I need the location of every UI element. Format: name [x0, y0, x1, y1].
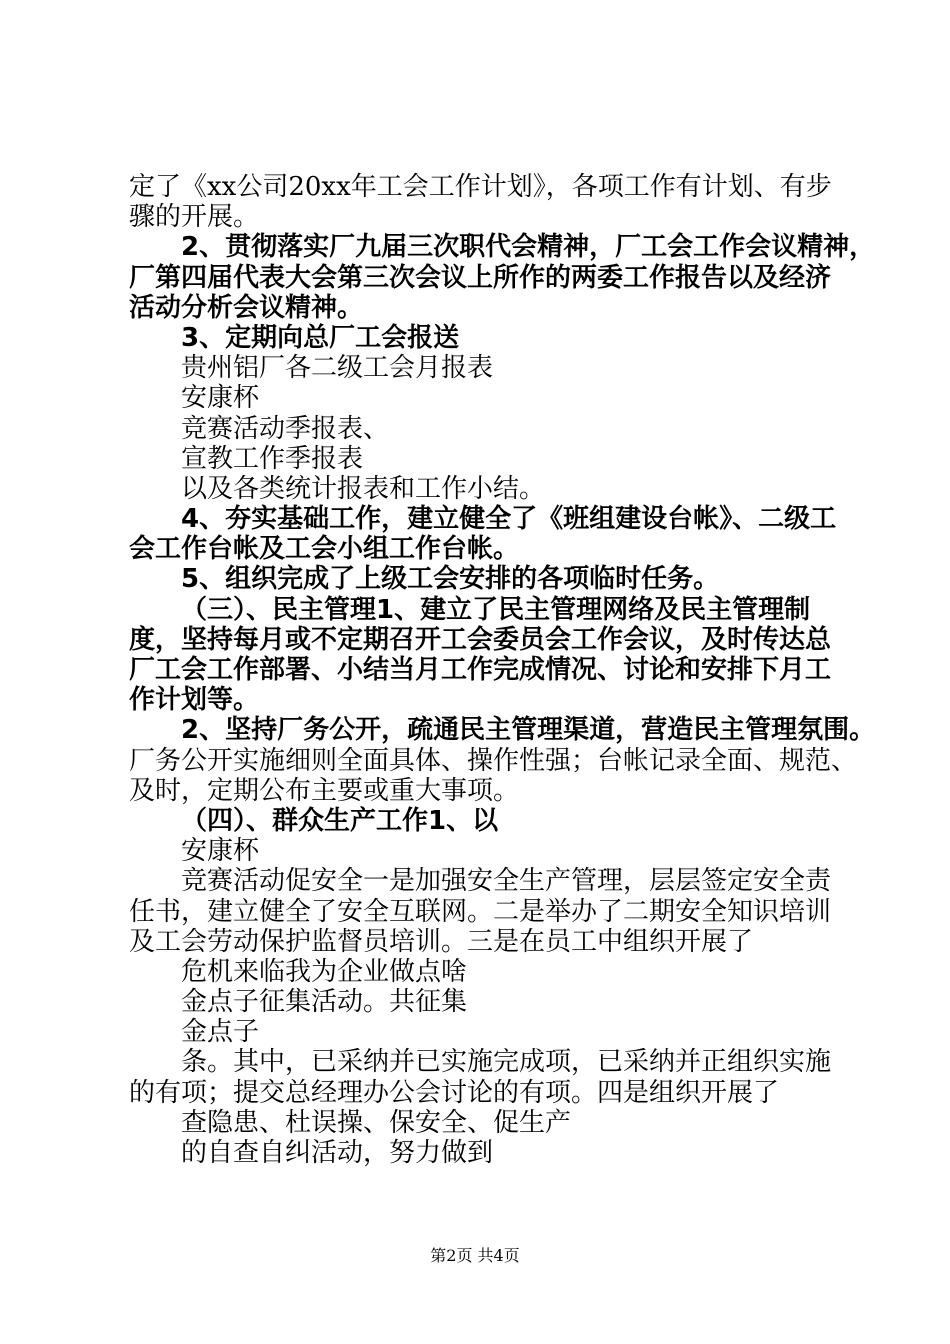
text-line: 安康杯	[181, 836, 260, 867]
text-line: 金点子	[181, 1017, 260, 1048]
text-line: 竞赛活动促安全一是加强安全生产管理，层层签定安全责	[181, 866, 832, 897]
text-line: 贵州铝厂各二级工会月报表	[181, 353, 494, 384]
text-line: 及工会劳动保护监督员培训。三是在员工中组织开展了	[129, 926, 754, 957]
text-line: 活动分析会议精神。	[129, 292, 364, 323]
text-line: 厂第四届代表大会第三次会议上所作的两委工作报告以及经济	[129, 262, 832, 293]
page-footer: 第2页 共4页	[430, 1246, 520, 1265]
text-line: 5、组织完成了上级工会安排的各项临时任务。	[181, 564, 720, 595]
text-line: 安康杯	[181, 383, 260, 414]
text-line: 度，坚持每月或不定期召开工会委员会工作会议，及时传达总	[129, 624, 832, 655]
text-line: 查隐患、杜误操、保安全、促生产	[181, 1107, 572, 1138]
text-line: 条。其中，已采纳并已实施完成项，已采纳并正组织实施	[181, 1047, 832, 1078]
text-line: 作计划等。	[129, 685, 260, 716]
text-line: 危机来临我为企业做点啥	[181, 956, 468, 987]
text-line: （四）、群众生产工作1、以	[181, 805, 499, 836]
text-line: 的有项；提交总经理办公会讨论的有项。四是组织开展了	[129, 1077, 780, 1108]
text-line: 厂务公开实施细则全面具体、操作性强；台帐记录全面、规范、	[129, 745, 858, 776]
text-line: 竞赛活动季报表、	[181, 413, 390, 444]
text-line: 厂工会工作部署、小结当月工作完成情况、讨论和安排下月工	[129, 655, 832, 685]
text-line: 3、定期向总厂工会报送	[181, 322, 460, 353]
document-body	[129, 172, 876, 1168]
text-line: 任书，建立健全了安全互联网。二是举办了二期安全知识培训	[129, 896, 832, 927]
text-line: 的自查自纠活动，努力做到	[181, 1138, 494, 1168]
text-line: 骤的开展。	[129, 202, 260, 233]
text-line: 4、夯实基础工作，建立健全了《班组建设台帐》、二级工	[181, 504, 837, 535]
text-line: 宣教工作季报表	[181, 443, 364, 474]
text-line: 2、坚持厂务公开，疏通民主管理渠道，营造民主管理氛围。	[181, 715, 876, 746]
text-line: 及时，定期公布主要或重大事项。	[129, 775, 520, 806]
text-line: 定了《xx公司20xx年工会工作计划》，各项工作有计划、有步	[129, 172, 832, 202]
text-line: 会工作台帐及工会小组工作台帐。	[129, 534, 520, 565]
text-line: 金点子征集活动。共征集	[181, 987, 468, 1018]
text-line: 2、贯彻落实厂九届三次职代会精神，厂工会工作会议精神，	[181, 232, 876, 263]
text-line: （三）、民主管理1、建立了民主管理网络及民主管理制	[181, 594, 811, 625]
text-line: 以及各类统计报表和工作小结。	[181, 473, 546, 504]
